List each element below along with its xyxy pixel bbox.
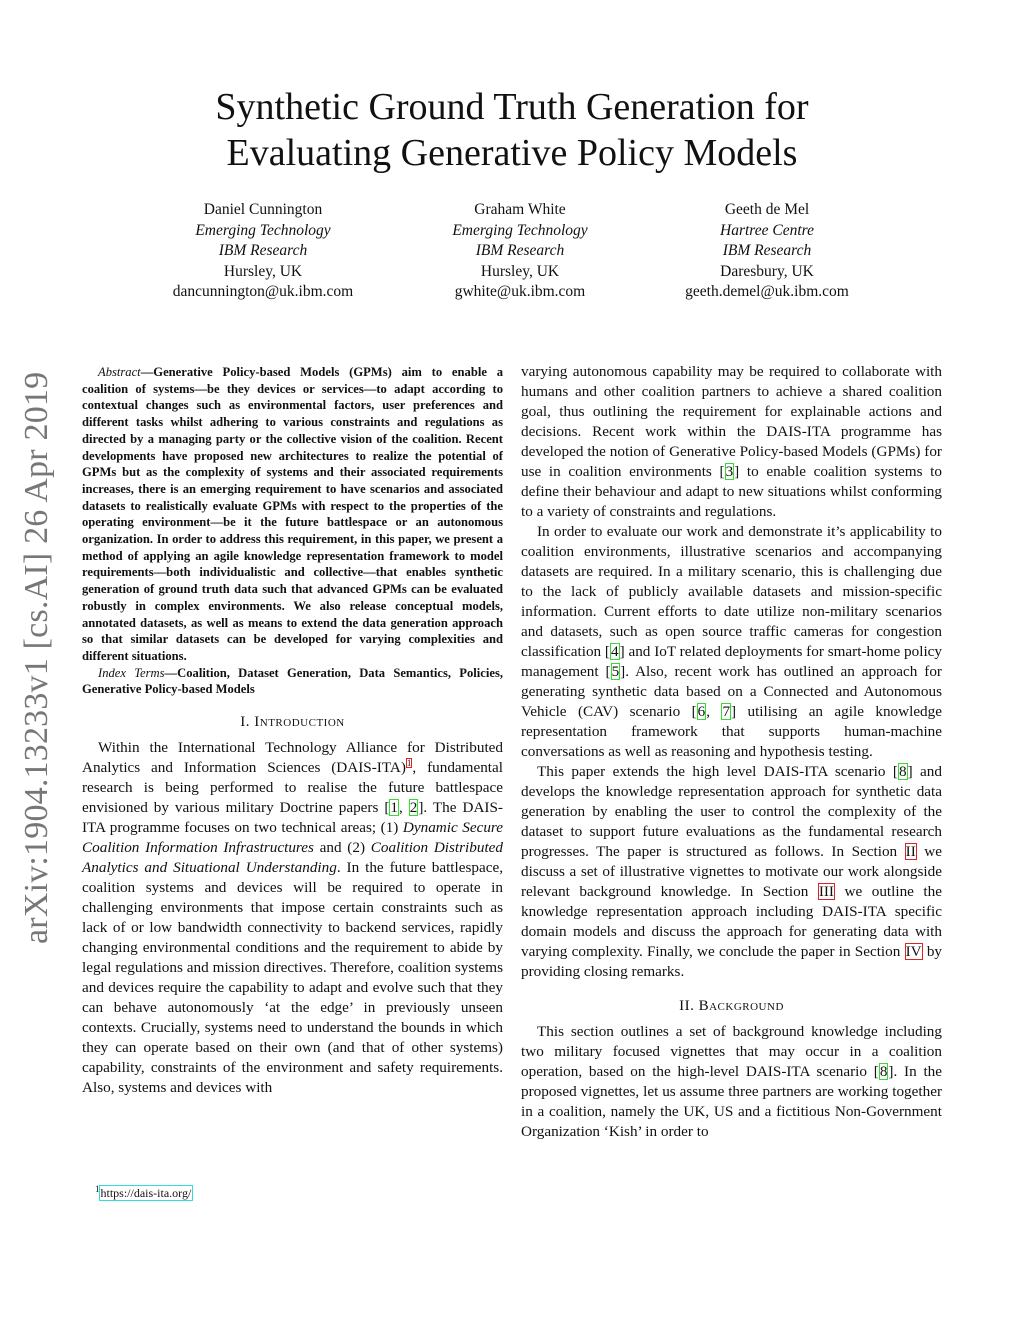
author-org: IBM Research (218, 242, 308, 260)
paragraph (521, 362, 942, 522)
arxiv-stamp: arXiv:1904.13233v1 [cs.AI] 26 Apr 2019 (18, 371, 55, 944)
citation-link[interactable]: 7 (722, 703, 731, 720)
text-span: , (399, 799, 409, 817)
author-dept: Emerging Technology (195, 221, 331, 239)
author-location: Hursley, UK (223, 262, 303, 280)
emphasis-text: Dynamic Secure Coalition Information Infrastructures (82, 819, 503, 857)
text-span: ]. Also, recent work has outlined an approach for generating synthetic data based on a Connected and Autonomous Vehicle (CAV) scenario [ (521, 663, 942, 720)
abstract (82, 364, 503, 698)
section-link[interactable]: II (905, 843, 916, 860)
text-span: and (2) (313, 839, 371, 857)
section-link[interactable]: III (818, 883, 834, 900)
index-terms-text: —Coalition, Dataset Generation, Data Semantics, Policies, Generative Policy-based Models (82, 665, 503, 697)
author-name: Daniel Cunnington (203, 201, 323, 218)
text-span: ] utilising an agile knowledge representation framework that supports human-machine conversations as well as reasoning and hypothesis testing. (521, 703, 942, 760)
text-span: In order to evaluate our work and demonstrate it’s applicability to coalition environments, illustrative scenarios and accompanying datasets are required. In a military scenario, this is challenging due to the lack of publicly available datasets and mission-specific information. Current efforts to date utilize non-military scenarios and datasets, such as open source traffic cameras for congestion classification [ (521, 523, 942, 660)
intro-paragraph (82, 738, 503, 1098)
author-org: IBM Research (475, 242, 565, 260)
text-span: by providing closing remarks. (521, 943, 943, 980)
section-link[interactable]: IV (905, 943, 922, 960)
section-heading-background: II. Background (679, 998, 784, 1014)
author-name: Graham White (474, 201, 566, 218)
footnote-link[interactable]: 1 (406, 758, 412, 768)
text-span: ] and develops the knowledge representation approach for synthetic data generation by enabling the user to control the complexity of the dataset to support future evaluations as the fundamental research progresses. The paper is structured as follows. In Section (521, 763, 942, 860)
author-location: Hursley, UK (480, 262, 560, 280)
abstract-label: Abstract (98, 365, 141, 379)
author-1 (123, 200, 403, 303)
citation-link[interactable]: 6 (697, 703, 706, 720)
text-span: , (706, 703, 722, 720)
text-span: varying autonomous capability may be required to collaborate with humans and other coalition partners to achieve a shared coalition goal, thus outlining the requirement for explainable actions and decisions. Recent work within the DAIS-ITA programme has developed the notion of Generative Policy-based Models (GPMs) for use in coalition environments [ (521, 363, 942, 480)
paragraph (521, 522, 942, 762)
author-email: dancunnington@uk.ibm.com (172, 283, 354, 301)
paper-title (0, 84, 1024, 176)
citation-link[interactable]: 2 (409, 799, 418, 817)
author-name: Geeth de Mel (724, 201, 810, 218)
author-2 (380, 200, 660, 303)
text-span: Within the International Technology Alliance for Distributed Analytics and Information Sciences (DAIS-ITA) (82, 739, 503, 777)
paragraph (521, 1022, 942, 1142)
citation-link[interactable]: 8 (879, 1063, 888, 1080)
right-column (521, 362, 942, 1142)
abstract-text: —Generative Policy-based Models (GPMs) aim to enable a coalition of systems—be they devices or services—to adapt according to contextual changes such as environmental factors, user preferences and different tasks whilst adhering to various constraints and regulations as directed by a managing party or the collective vision of the coalition. Recent developments have proposed new architectures to realize the potential of GPMs but as the complexity of systems and their associated requirements increases, there is an emerging requirement to have scenarios and associated datasets to realistically evaluate GPMs with respect to the properties of the operating environment—be it the future battlespace or an autonomous organization. In order to address this requirement, in this paper, we present a method of applying an agile knowledge representation framework to model requirements—both individualistic and collective—that enables synthetic generation of ground truth data such that advanced GPMs can be evaluated robustly in complex environments. We also release conceptual models, annotated datasets, as well as means to extend the data generation approach so that similar datasets can be developed for varying complexities and different situations. (82, 365, 503, 663)
author-3 (627, 200, 907, 303)
text-span: . In the future battlespace, coalition systems and devices will be required to operate in challenging environments that impose certain constraints such as lack of or low bandwidth connectivity to backend services, rapidly changing environmental conditions and the requirement to abide by legal regulations and mission directives. Therefore, coalition systems and devices require the capability to adapt and evolve such that they can behave autonomously ‘at the edge’ in previously unseen contexts. Crucially, systems need to understand the bounds in which they can operate based on their own (and that of other systems) capability, constraints of the environment and safety requirements. Also, systems and devices with (82, 859, 503, 1097)
title-line-2: Evaluating Generative Policy Models (226, 132, 798, 174)
text-span: ] to enable coalition systems to define their behaviour and adapt to new situations whilst conforming to a variety of constraints and regulations. (521, 463, 942, 520)
paragraph (521, 762, 942, 982)
text-span: ]. The DAIS-ITA programme focuses on two technical areas; (1) (82, 799, 503, 837)
citation-link[interactable]: 3 (725, 463, 734, 480)
footnote-url-link[interactable]: https://dais-ita.org/ (100, 1186, 192, 1200)
author-email: gwhite@uk.ibm.com (454, 283, 586, 301)
author-org: IBM Research (722, 242, 812, 260)
index-terms-label: Index Terms (98, 665, 165, 680)
left-column (82, 364, 503, 1098)
citation-link[interactable]: 8 (898, 763, 907, 780)
citation-link[interactable]: 1 (390, 799, 398, 817)
text-span: This paper extends the high level DAIS-ITA scenario [ (537, 763, 898, 780)
text-span: ]. In the proposed vignettes, let us assume three partners are working together in a coalition, namely the UK, US and a fictitious Non-Government Organization ‘Kish’ in order to (521, 1063, 942, 1140)
section-heading-introduction: I. Introduction (240, 714, 345, 731)
footnote (95, 1186, 192, 1201)
text-span: ] and IoT related deployments for smart-home policy management [ (521, 643, 943, 680)
citation-link[interactable]: 5 (611, 663, 620, 680)
author-dept: Emerging Technology (452, 221, 588, 239)
author-dept: Hartree Centre (720, 221, 814, 239)
text-span: This section outlines a set of background knowledge including two military focused vignettes that may occur in a coalition operation, based on the high-level DAIS-ITA scenario [ (521, 1023, 942, 1080)
text-span: we discuss a set of illustrative vignettes to motivate our work alongside relevant background knowledge. In Section (521, 843, 943, 900)
citation-link[interactable]: 4 (611, 643, 619, 660)
footnote-number: 1 (95, 1184, 100, 1194)
emphasis-text: Coalition Distributed Analytics and Situational Understanding (82, 839, 504, 877)
text-span: we outline the knowledge representation approach including DAIS-ITA specific domain models and discuss the approach for generating data with varying complexity. Finally, we conclude the paper in Section (521, 883, 942, 960)
author-location: Daresbury, UK (720, 262, 814, 280)
author-email: geeth.demel@uk.ibm.com (685, 283, 849, 301)
text-span: , fundamental research is being performed to realise the future battlespace envisioned by various military Doctrine papers [ (82, 759, 503, 817)
title-line-1: Synthetic Ground Truth Generation for (215, 86, 809, 128)
introduction (82, 712, 503, 1098)
